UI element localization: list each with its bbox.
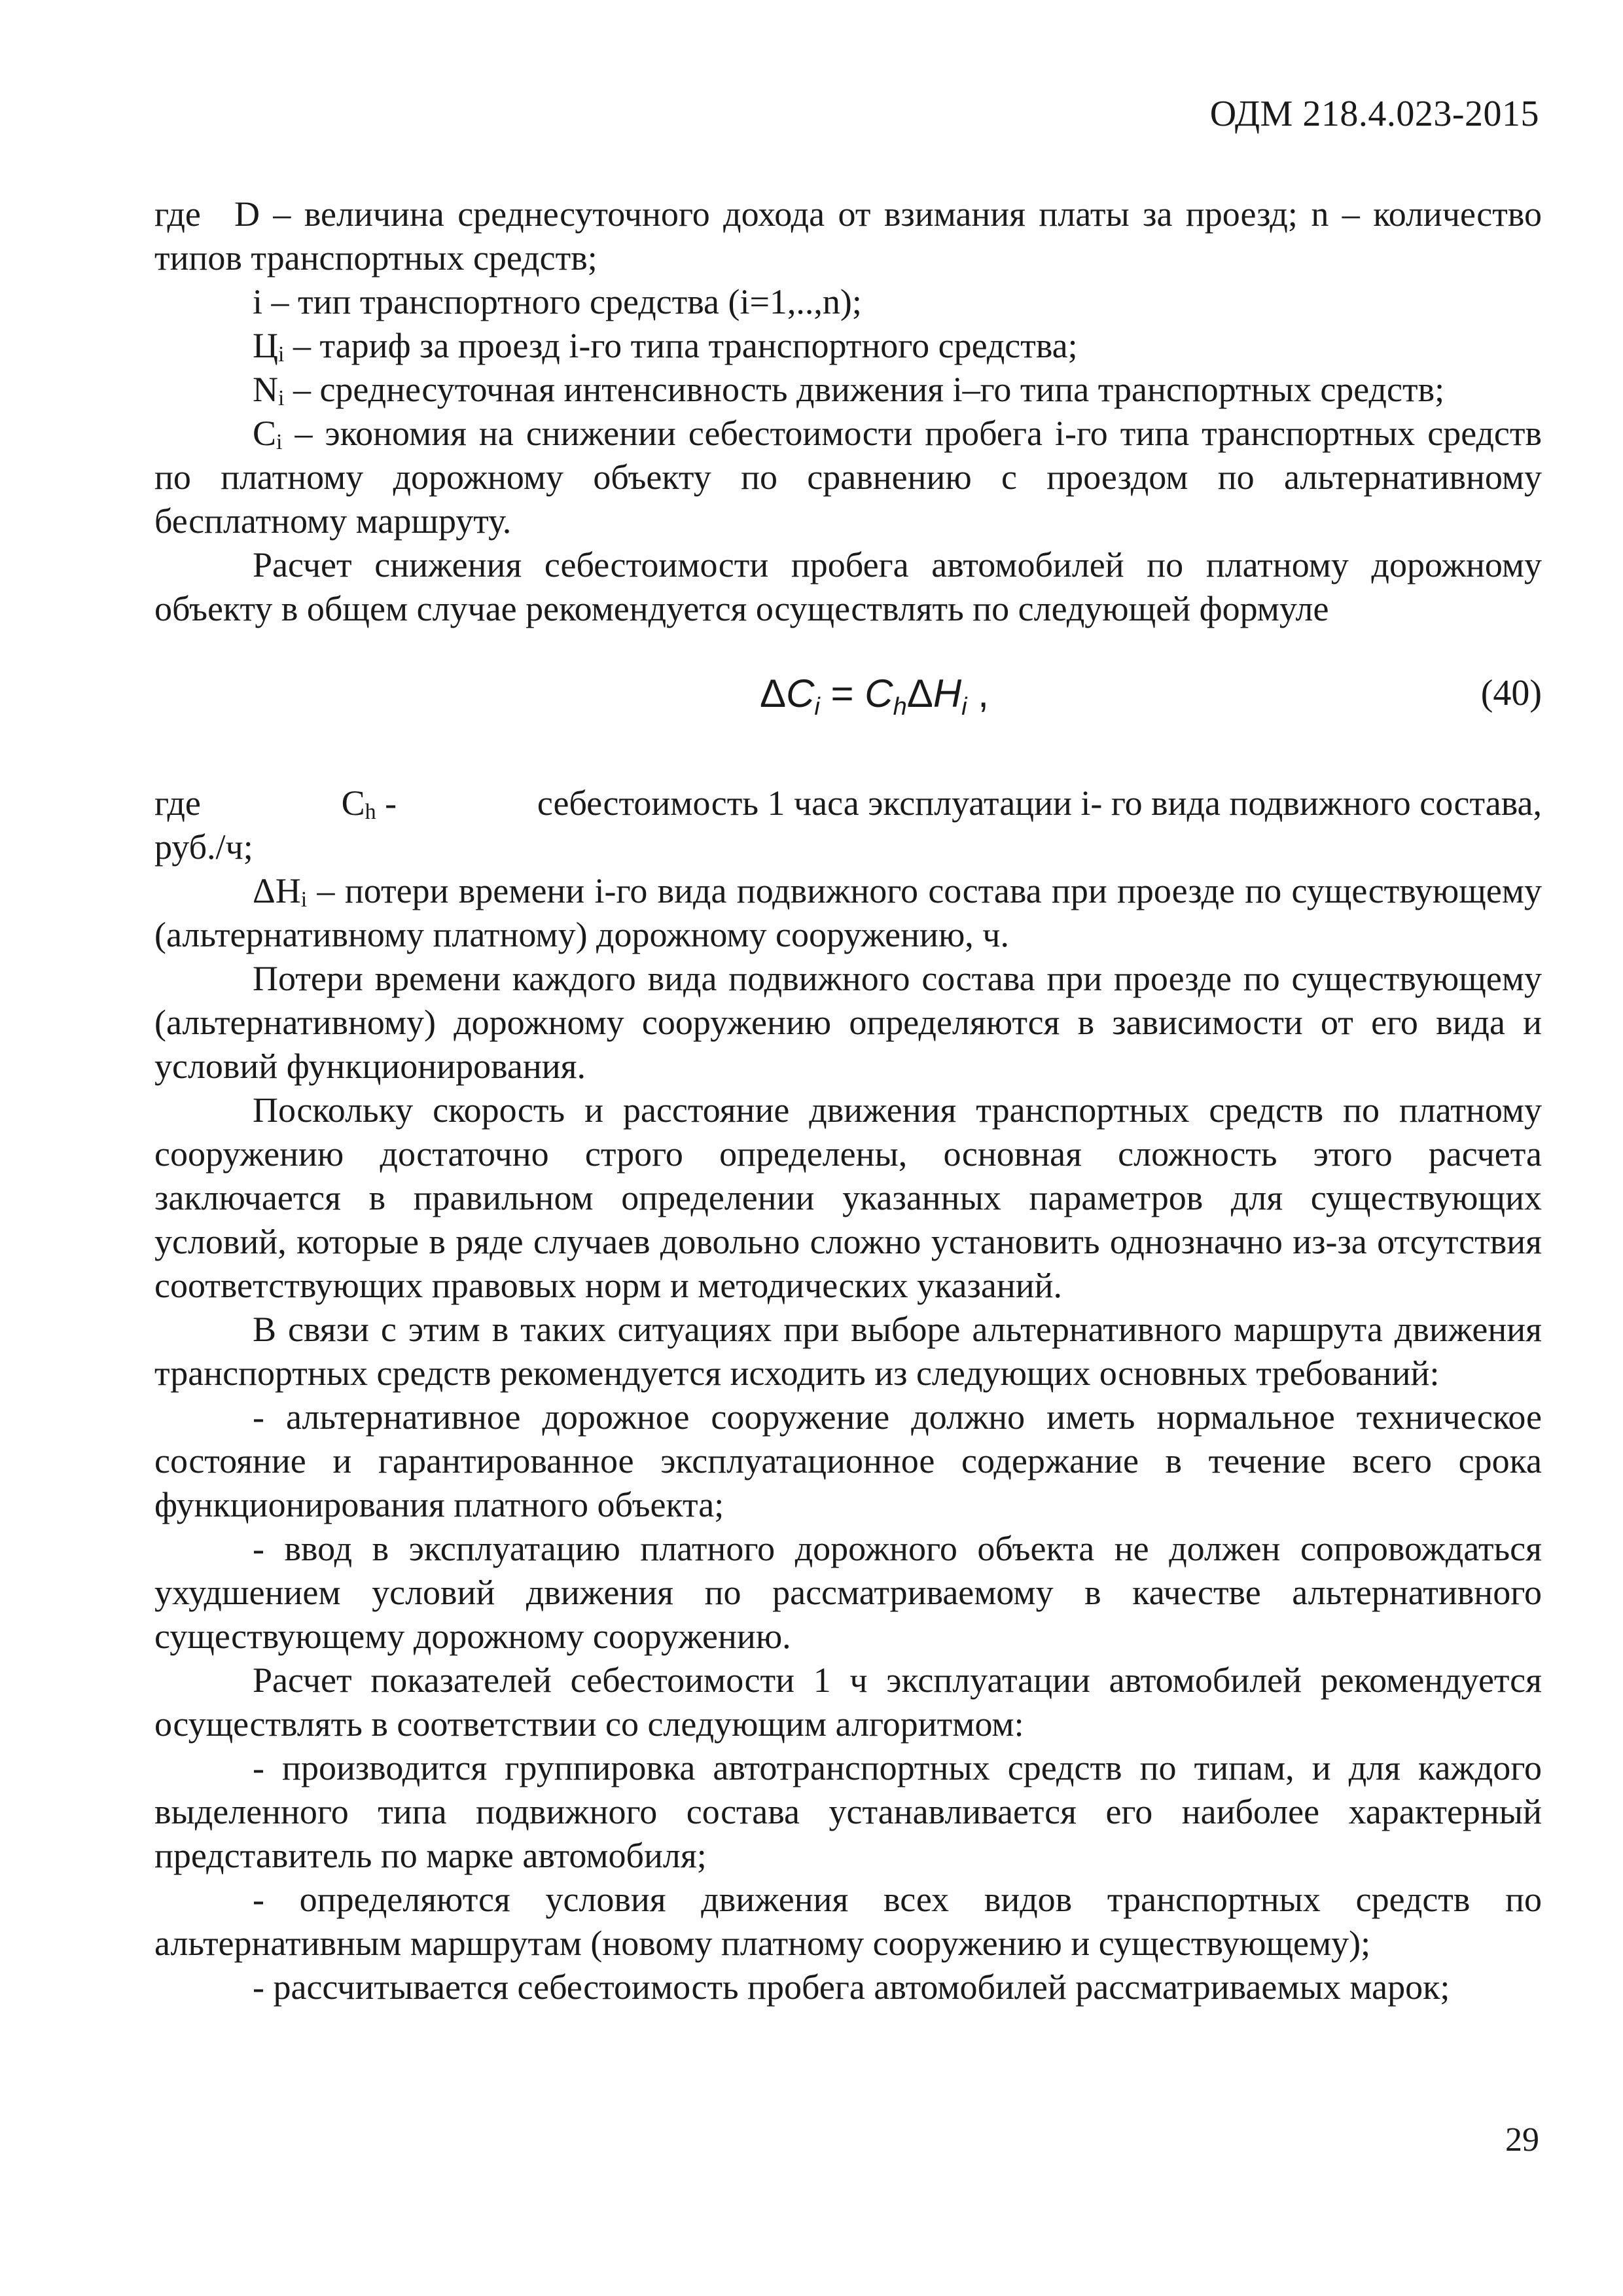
formula-delta: Δ xyxy=(760,672,787,715)
formula-sub-h: h xyxy=(893,693,907,721)
formula-40 xyxy=(154,667,1542,739)
formula-c: C xyxy=(786,672,815,715)
where-label-2 xyxy=(154,781,201,825)
page-number: 29 xyxy=(1505,2121,1539,2159)
symbol-ts-sub: i xyxy=(278,342,285,367)
formula-delta-h: Δ xyxy=(906,672,933,715)
definition-savings xyxy=(154,412,1542,543)
definition-ch xyxy=(154,781,1542,825)
symbol-n-sub: i xyxy=(278,386,285,410)
document-code-header: ОДМ 218.4.023-2015 xyxy=(1209,94,1539,134)
formula-ch: C xyxy=(865,672,893,715)
symbol-c: C xyxy=(253,414,277,453)
symbol-delta-h-sub: i xyxy=(300,888,308,912)
formula-sub-i-2: i xyxy=(961,693,967,721)
paragraph-time-loss: Потери времени каждого вида подвижного состава при проезде по существующему (альтернативному) дорожному сооружению определяются в зависимости от его вида и условий функционирования. xyxy=(154,959,1542,1086)
list-item-requirement-2: - ввод в эксплуатацию платного дорожного объекта не должен сопровождаться ухудшением условий движения по рассматриваемому в качестве альтернативного существующему дорожному сооружению. xyxy=(154,1529,1542,1656)
where-label-text: где xyxy=(154,783,201,823)
definition-tariff xyxy=(154,324,1542,368)
definition-ch-unit: руб./ч; xyxy=(154,827,253,867)
symbol-delta-h: ΔH xyxy=(253,871,301,910)
page-content xyxy=(154,192,1542,2009)
symbol-ch-dash: - xyxy=(376,783,397,823)
paragraph-complexity: Поскольку скорость и расстояние движения транспортных средств по платному сооружению достаточно строго определены, основная сложность этого расчета заключается в правильном определении указанных параметров для существующих условий, которые в ряде случаев довольно сложно установить однозначно из-за отсутствия соответствующих правовых норм и методических указаний. xyxy=(154,1090,1542,1305)
list-item-algorithm-2: - определяются условия движения всех видов транспортных средств по альтернативным маршрутам (новому платному сооружению и существующему); xyxy=(154,1880,1542,1963)
list-item-algorithm-3: - рассчитывается себестоимость пробега автомобилей рассматриваемых марок; xyxy=(253,1967,1450,2007)
formula-sub-i: i xyxy=(814,693,820,721)
where-label: где xyxy=(154,194,201,234)
symbol-ch-sub: h xyxy=(365,800,376,824)
paragraph-definitions-intro xyxy=(154,192,1542,280)
definition-intensity-text: – среднесуточная интенсивность движения i–го типа транспортных средств; xyxy=(284,370,1445,409)
symbol-ch: C xyxy=(341,783,365,823)
definition-time-loss-text: – потери времени i-го вида подвижного состава при проезде по существующему (альтернативному платному) дорожному сооружению, ч. xyxy=(154,871,1542,954)
list-item-algorithm-1: - производится группировка автотранспортных средств по типам, и для каждого выделенного типа подвижного состава устанавливается его наиболее характерный представитель по марке автомобиля; xyxy=(154,1748,1542,1875)
symbol-ts: Ц xyxy=(253,326,278,365)
definition-i: i – тип транспортного средства (i=1,..,n); xyxy=(253,282,862,321)
definition-intensity xyxy=(154,368,1542,412)
definition-d: D – величина среднесуточного дохода от взимания платы за проезд; n – количество типов транспортных средств; xyxy=(154,194,1542,278)
paragraph-formula-intro: Расчет снижения себестоимости пробега автомобилей по платному дорожному объекту в общем случае рекомендуется осуществлять по следующей формуле xyxy=(154,545,1542,628)
definition-tariff-text: – тариф за проезд i-го типа транспортного средства; xyxy=(284,326,1078,365)
paragraph-requirements-intro: В связи с этим в таких ситуациях при выборе альтернативного маршрута движения транспортных средств рекомендуется исходить из следующих основных требований: xyxy=(154,1310,1542,1393)
definition-ch-text: себестоимость 1 часа эксплуатации i- го вида подвижного состава, xyxy=(537,783,1542,823)
definition-savings-text: – экономия на снижении себестоимости пробега i-го типа транспортных средств по платному дорожному объекту по сравнению с проездом по альтернативному бесплатному маршруту. xyxy=(154,414,1542,541)
paragraph-algorithm-intro: Расчет показателей себестоимости 1 ч эксплуатации автомобилей рекомендуется осуществлять в соответствии со следующим алгоритмом: xyxy=(154,1660,1542,1744)
list-item-requirement-1: - альтернативное дорожное сооружение должно иметь нормальное техническое состояние и гарантированное эксплуатационное содержание в течение всего срока функционирования платного объекта; xyxy=(154,1397,1542,1524)
formula-expression xyxy=(760,671,989,721)
formula-comma: , xyxy=(967,672,989,715)
formula-number: (40) xyxy=(1480,673,1542,713)
formula-equals: = xyxy=(819,672,865,715)
symbol-ch-group xyxy=(342,781,397,825)
formula-h: H xyxy=(933,672,962,715)
definition-time-loss xyxy=(154,869,1542,957)
symbol-n: N xyxy=(253,370,278,409)
symbol-c-sub: i xyxy=(276,430,283,454)
